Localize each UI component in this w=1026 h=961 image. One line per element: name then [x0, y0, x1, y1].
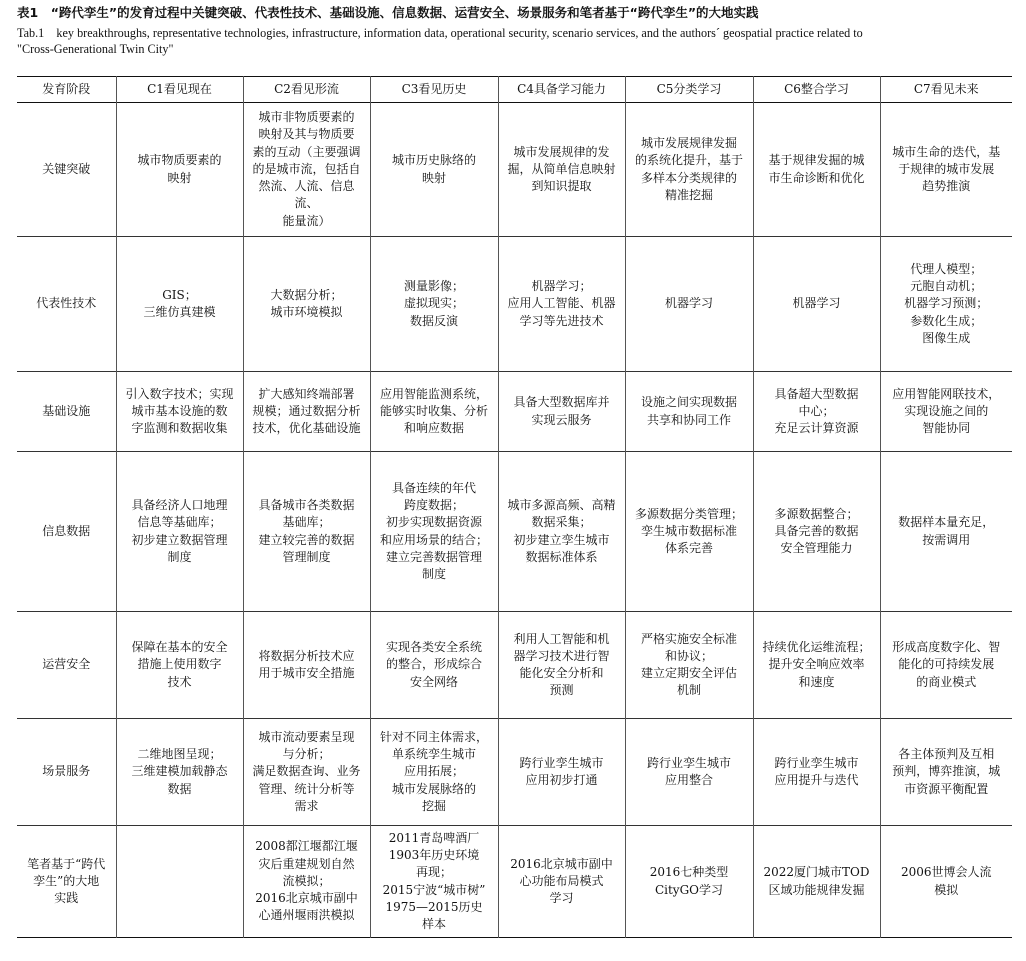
table-cell: 跨行业孪生城市 应用提升与迭代 — [753, 719, 880, 826]
table-cell: 二维地图呈现； 三维建模加载静态 数据 — [116, 719, 243, 826]
column-header-1: C1看见现在 — [116, 77, 243, 103]
table-cell: 引入数字技术；实现 城市基本设施的数 字监测和数据收集 — [116, 372, 243, 452]
table-cell: 代理人模型； 元胞自动机； 机器学习预测； 参数化生成； 图像生成 — [880, 237, 1012, 372]
table-cell: 城市多源高频、高精 数据采集； 初步建立孪生城市 数据标准体系 — [498, 452, 625, 612]
row-label: 关键突破 — [42, 161, 91, 176]
table-cell: 跨行业孪生城市 应用整合 — [625, 719, 753, 826]
table-cell: 多源数据整合； 具备完善的数据 安全管理能力 — [753, 452, 880, 612]
table-cell: 城市物质要素的 映射 — [116, 103, 243, 237]
table-cell: 形成高度数字化、智 能化的可持续发展 的商业模式 — [880, 612, 1012, 719]
table-cell: 具备超大型数据 中心； 充足云计算资源 — [753, 372, 880, 452]
caption-english-line-2: "Cross-Generational Twin City" — [17, 42, 174, 56]
table-row — [17, 719, 1012, 826]
column-header-5: C5分类学习 — [625, 77, 753, 103]
table-cell: 实现各类安全系统 的整合，形成综合 安全网络 — [370, 612, 498, 719]
row-label: 代表性技术 — [36, 296, 97, 311]
table-row — [17, 612, 1012, 719]
column-header-4: C4具备学习能力 — [498, 77, 625, 103]
table-row — [17, 452, 1012, 612]
row-label: 基础设施 — [42, 403, 91, 418]
table-cell: 2022厦门城市TOD 区域功能规律发掘 — [753, 826, 880, 938]
table-cell: 设施之间实现数据 共享和协同工作 — [625, 372, 753, 452]
table-cell: 利用人工智能和机 器学习技术进行智 能化安全分析和 预测 — [498, 612, 625, 719]
table-cell: 针对不同主体需求， 单系统孪生城市 应用拓展； 城市发展脉络的 挖掘 — [370, 719, 498, 826]
table-cell: 城市生命的迭代，基 于规律的城市发展 趋势推演 — [880, 103, 1012, 237]
table-cell: 保障在基本的安全 措施上使用数字 技术 — [116, 612, 243, 719]
table-cell: 多源数据分类管理； 孪生城市数据标准 体系完善 — [625, 452, 753, 612]
table-cell: 基于规律发掘的城 市生命诊断和优化 — [753, 103, 880, 237]
table-cell: 应用智能网联技术， 实现设施之间的 智能协同 — [880, 372, 1012, 452]
table-cell: 具备城市各类数据 基础库； 建立较完善的数据 管理制度 — [243, 452, 370, 612]
column-header-6: C6整合学习 — [753, 77, 880, 103]
table-cell: 2008都江堰都江堰 灾后重建规划自然 流模拟； 2016北京城市副中 心通州堰雨洪模拟 — [243, 826, 370, 938]
table-cell: 各主体预判及互相 预判，博弈推演，城 市资源平衡配置 — [880, 719, 1012, 826]
table-cell: 数据样本量充足， 按需调用 — [880, 452, 1012, 612]
table-cell: 机器学习 — [625, 237, 753, 372]
table-cell: 城市发展规律的发 掘，从简单信息映射 到知识提取 — [498, 103, 625, 237]
caption-chinese: 表1 “跨代孪生”的发育过程中关键突破、代表性技术、基础设施、信息数据、运营安全、场景服务和笔者基于“跨代孪生”的大地实践 — [17, 5, 759, 20]
column-header-2: C2看见形流 — [243, 77, 370, 103]
table-cell: 测量影像； 虚拟现实； 数据反演 — [370, 237, 498, 372]
table-cell: 跨行业孪生城市 应用初步打通 — [498, 719, 625, 826]
column-header-3: C3看见历史 — [370, 77, 498, 103]
table-cell: 城市发展规律发掘 的系统化提升，基于 多样本分类规律的 精准挖掘 — [625, 103, 753, 237]
table-cell: 应用智能监测系统， 能够实时收集、分析 和响应数据 — [370, 372, 498, 452]
table-row — [17, 237, 1012, 372]
row-label: 场景服务 — [42, 764, 91, 779]
table-cell: 大数据分析； 城市环境模拟 — [243, 237, 370, 372]
column-header-0: 发育阶段 — [42, 81, 91, 96]
table-cell: 机器学习 — [753, 237, 880, 372]
table-cell: 城市非物质要素的 映射及其与物质要 素的互动（主要强调 的是城市流，包括自 然流、人流、信息流、 能量流） — [243, 103, 370, 237]
table-cell: 城市历史脉络的 映射 — [370, 103, 498, 237]
table-cell: 2016七种类型 CityGO学习 — [625, 826, 753, 938]
table-cell: 具备经济人口地理 信息等基础库； 初步建立数据管理 制度 — [116, 452, 243, 612]
table-cell: 持续优化运维流程； 提升安全响应效率 和速度 — [753, 612, 880, 719]
table-cell: 严格实施安全标准 和协议； 建立定期安全评估 机制 — [625, 612, 753, 719]
table-cell: 2011青岛啤酒厂 1903年历史环境 再现； 2015宁波“城市树” 1975—2015历史 样本 — [370, 826, 498, 938]
table-row — [17, 372, 1012, 452]
row-label: 运营安全 — [42, 657, 91, 672]
table-row — [17, 826, 1012, 938]
table-cell: 扩大感知终端部署 规模；通过数据分析 技术，优化基础设施 — [243, 372, 370, 452]
row-label: 笔者基于“跨代 孪生”的大地 实践 — [27, 856, 106, 906]
caption-english-line-1: Tab.1 key breakthroughs, representative technologies, infrastructure, information data, operational security, scenario services, and the authors´ geospatial practice related to — [17, 26, 863, 40]
table-cell: 将数据分析技术应 用于城市安全措施 — [243, 612, 370, 719]
table-row — [17, 103, 1012, 237]
table-cell: 城市流动要素呈现 与分析； 满足数据查询、业务 管理、统计分析等 需求 — [243, 719, 370, 826]
row-label: 信息数据 — [42, 523, 91, 538]
table-cell: 具备大型数据库并 实现云服务 — [498, 372, 625, 452]
table-cell: GIS； 三维仿真建模 — [116, 237, 243, 372]
table-cell: 2016北京城市副中 心功能布局模式 学习 — [498, 826, 625, 938]
table-cell — [116, 826, 243, 938]
development-stage-table — [17, 76, 1012, 938]
table-header-row — [17, 77, 1012, 103]
column-header-7: C7看见未来 — [880, 77, 1012, 103]
caption-english — [17, 25, 1012, 57]
table-cell: 机器学习； 应用人工智能、机器 学习等先进技术 — [498, 237, 625, 372]
table-cell: 具备连续的年代 跨度数据； 初步实现数据资源 和应用场景的结合； 建立完善数据管理 制度 — [370, 452, 498, 612]
table-cell: 2006世博会人流 模拟 — [880, 826, 1012, 938]
table-caption — [17, 4, 1012, 57]
